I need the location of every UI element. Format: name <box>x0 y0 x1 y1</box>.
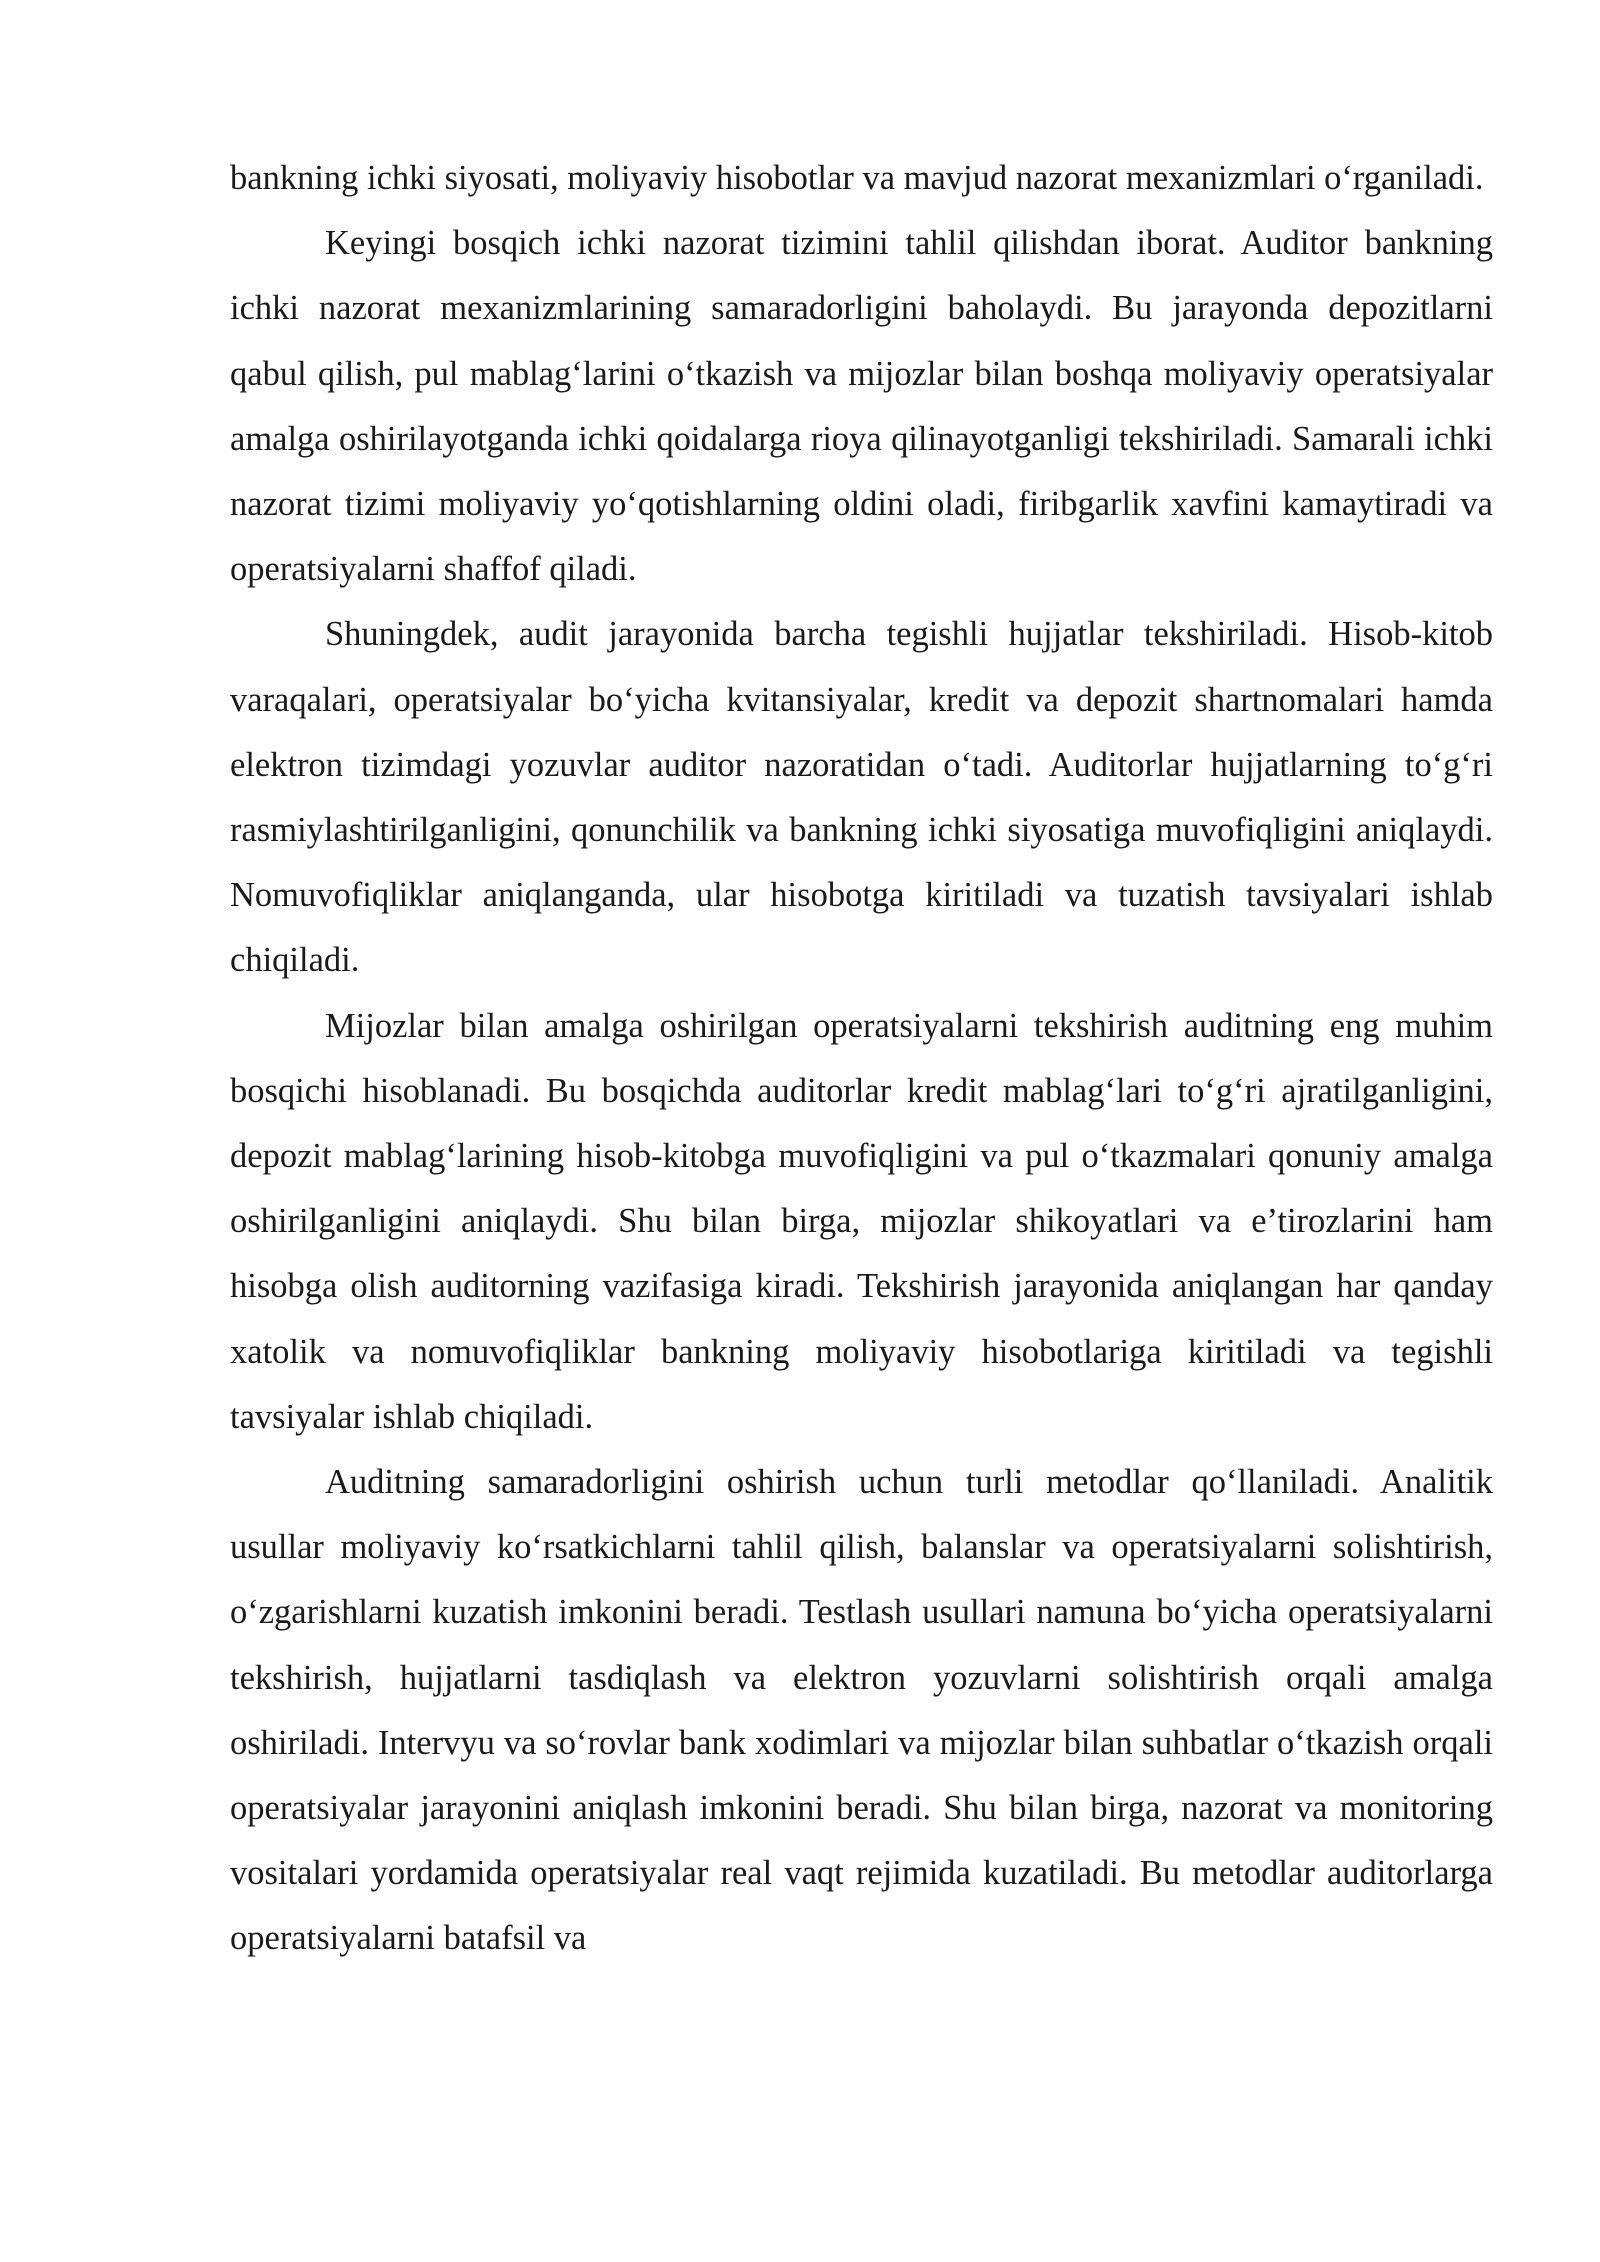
paragraph-audit-methods: Auditning samaradorligini oshirish uchun turli metodlar qo‘llaniladi. Analitik usullar moliyaviy ko‘rsatkichlarni tahlil qilish, balanslar va operatsiyalarni solishtirish, o‘zgarishlarni kuzatish imkonini beradi. Testlash usullari namuna bo‘yicha operatsiyalarni tekshirish, hujjatlarni tasdiqlash va elektron yozuvlarni solishtirish orqali amalga oshiriladi. Intervyu va so‘rovlar bank xodimlari va mijozlar bilan suhbatlar o‘tkazish orqali operatsiyalar jarayonini aniqlash imkonini beradi. Shu bilan birga, nazorat va monitoring vositalari yordamida operatsiyalar real vaqt rejimida kuzatiladi. Bu metodlar auditorlarga operatsiyalarni batafsil va <box>230 1463 1493 1958</box>
paragraph-documents-review: Shuningdek, audit jarayonida barcha tegishli hujjatlar tekshiriladi. Hisob-kitob varaqalari, operatsiyalar bo‘yicha kvitansiyalar, kredit va depozit shartnomalari hamda elektron tizimdagi yozuvlar auditor nazoratidan o‘tadi. Auditorlar hujjatlarning to‘g‘ri rasmiylashtirilganligini, qonunchilik va bankning ichki siyosatiga muvofiqligini aniqlaydi. Nomuvofiqliklar aniqlanganda, ular hisobotga kiritiladi va tuzatish tavsiyalari ishlab chiqiladi. <box>230 615 1493 980</box>
paragraph-client-operations: Mijozlar bilan amalga oshirilgan operatsiyalarni tekshirish auditning eng muhim bosqichi hisoblanadi. Bu bosqichda auditorlar kredit mablag‘lari to‘g‘ri ajratilganligini, depozit mablag‘larining hisob-kitobga muvofiqligini va pul o‘tkazmalari qonuniy amalga oshirilganligini aniqlaydi. Shu bilan birga, mijozlar shikoyatlari va e’tirozlarini ham hisobga olish auditorning vazifasiga kiradi. Tekshirish jarayonida aniqlangan har qanday xatolik va nomuvofiqliklar bankning moliyaviy hisobotlariga kiritiladi va tegishli tavsiyalar ishlab chiqiladi. <box>230 1006 1493 1436</box>
body-text <box>230 146 1493 1972</box>
paragraph-internal-control: Keyingi bosqich ichki nazorat tizimini tahlil qilishdan iborat. Auditor bankning ichki nazorat mexanizmlarining samaradorligini baholaydi. Bu jarayonda depozitlarni qabul qilish, pul mablag‘larini o‘tkazish va mijozlar bilan boshqa moliyaviy operatsiyalar amalga oshirilayotganda ichki qoidalarga rioya qilinayotganligi tekshiriladi. Samarali ichki nazorat tizimi moliyaviy yo‘qotishlarning oldini oladi, firibgarlik xavfini kamaytiradi va operatsiyalarni shaffof qiladi. <box>230 224 1493 589</box>
paragraph-continuation: bankning ichki siyosati, moliyaviy hisobotlar va mavjud nazorat mexanizmlari o‘rganiladi. <box>230 159 1484 197</box>
